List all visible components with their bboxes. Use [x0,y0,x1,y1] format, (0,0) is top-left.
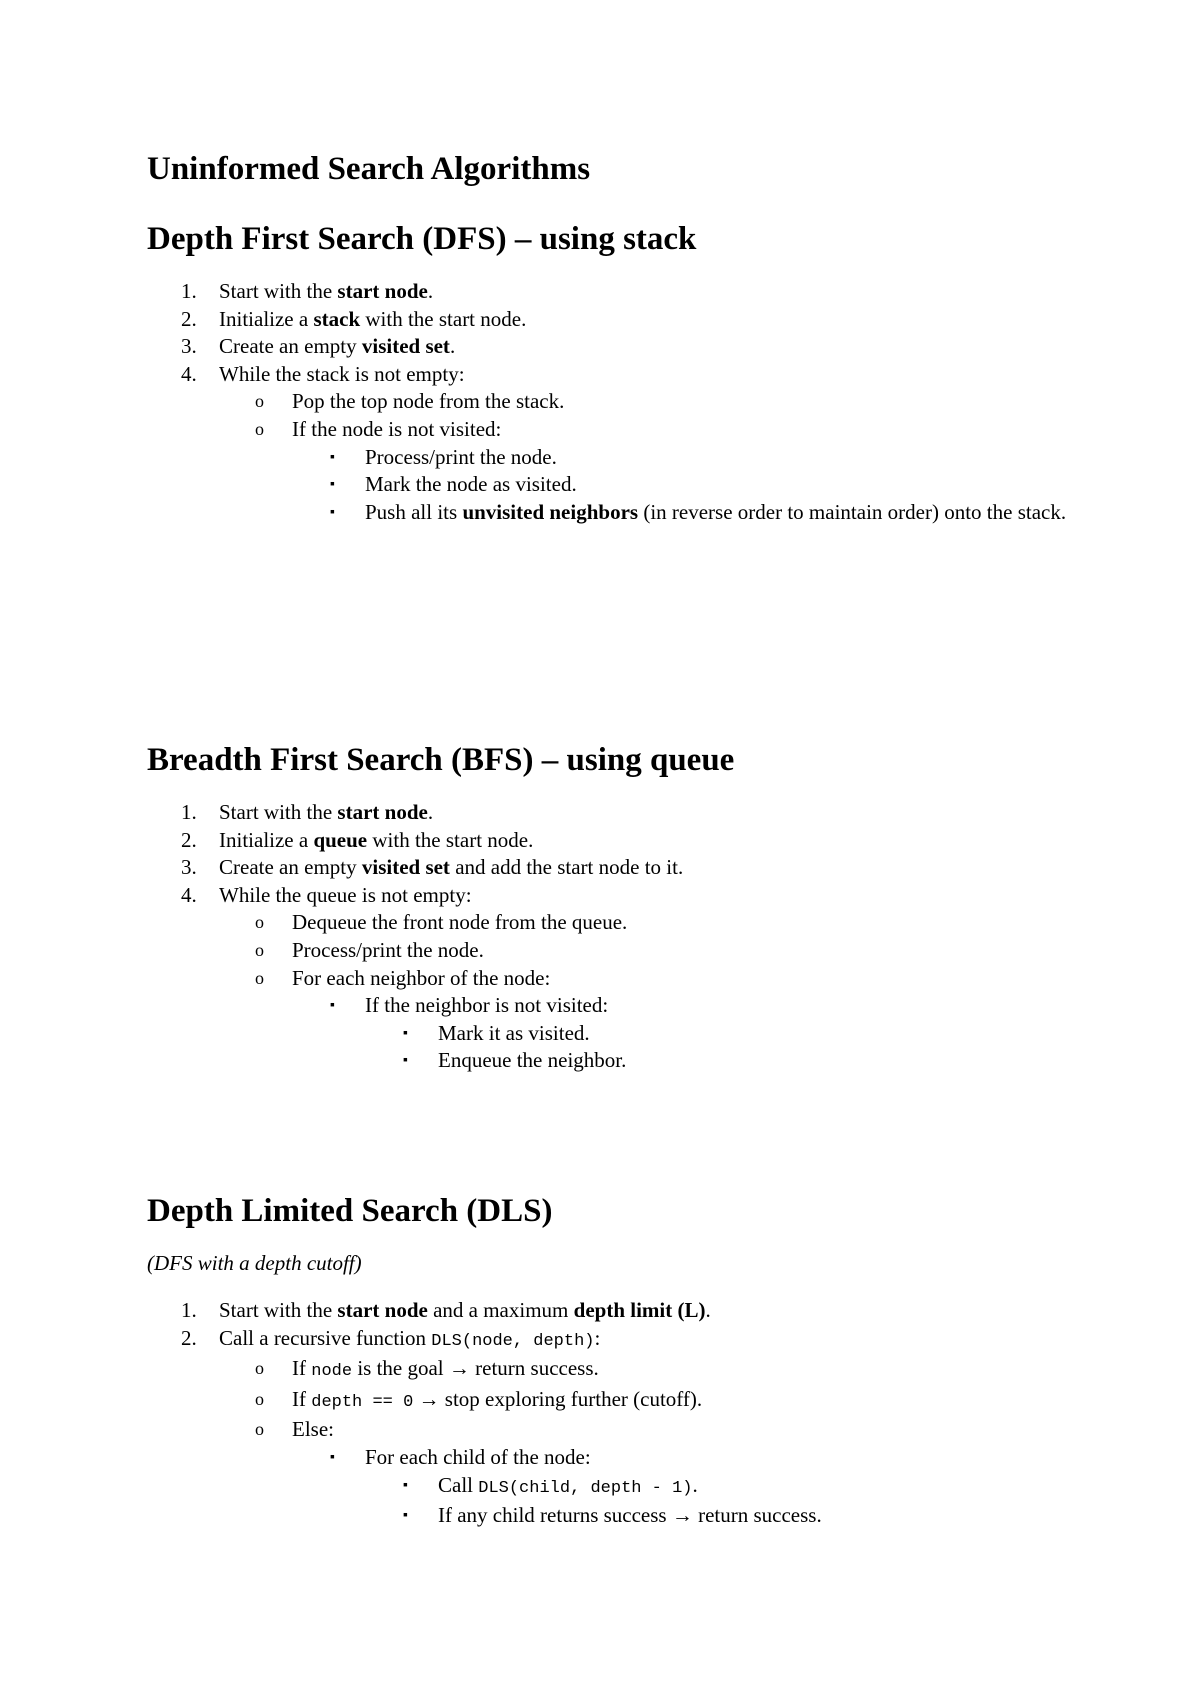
dls-step-2c-1a: ▪ Call DLS(child, depth - 1). [403,1472,698,1498]
square-bullet-icon: ▪ [330,998,335,1014]
square-bullet-icon: ▪ [330,1449,335,1465]
bfs-step-1: 1. Start with the start node. [147,799,1107,827]
dfs-step-4a: o Pop the top node from the stack. [147,388,1107,416]
dfs-step-4b-1: ▪ Process/print the node. [147,444,1107,472]
dfs-step-3: 3. Create an empty visited set. [147,333,1107,361]
square-bullet-icon: ▪ [403,1508,408,1524]
bfs-step-4a: o Dequeue the front node from the queue. [147,909,1107,937]
bfs-step-4c: o For each neighbor of the node: [147,965,1107,993]
document-title: Uninformed Search Algorithms [147,151,591,187]
bfs-heading: Breadth First Search (BFS) – using queue [147,742,735,778]
dfs-heading: Depth First Search (DFS) – using stack [147,221,697,257]
dfs-step-4: 4. While the stack is not empty: [147,361,1107,389]
bfs-step-4b: o Process/print the node. [147,937,1107,965]
dfs-step-1: 1. Start with the start node. [147,278,1107,306]
dls-step-2c-1: ▪ For each child of the node: [147,1444,1107,1472]
dls-step-2c-1b: ▪ If any child returns success → return success. [147,1502,1107,1530]
bfs-step-4c-1b: ▪ Enqueue the neighbor. [147,1047,1107,1075]
circle-bullet-icon: o [255,967,264,988]
bfs-step-2: 2. Initialize a queue with the start node. [147,827,1107,855]
list-number: 1. [181,1298,197,1322]
list-number: 1. [181,279,197,303]
square-bullet-icon: ▪ [330,449,335,465]
bfs-step-3: 3. Create an empty visited set and add the start node to it. [147,854,1107,882]
dls-step-2b: o If depth == 0 → stop exploring further (cutoff). [255,1386,703,1412]
circle-bullet-icon: o [255,1358,264,1379]
dfs-step-4b: o If the node is not visited: [147,416,1107,444]
circle-bullet-icon: o [255,391,264,412]
circle-bullet-icon: o [255,1388,264,1409]
dls-subtitle: (DFS with a depth cutoff) [147,1251,362,1275]
circle-bullet-icon: o [255,912,264,933]
square-bullet-icon: ▪ [403,1053,408,1069]
square-bullet-icon: ▪ [403,1025,408,1041]
dls-section [147,1191,1107,1530]
dls-heading: Depth Limited Search (DLS) [147,1193,553,1229]
bfs-step-4c-1a: ▪ Mark it as visited. [147,1020,1107,1048]
list-number: 1. [181,800,197,824]
square-bullet-icon: ▪ [403,1477,408,1493]
list-number: 4. [181,882,197,907]
list-number: 2. [181,306,197,331]
circle-bullet-icon: o [255,418,264,439]
dfs-step-2: 2. Initialize a stack with the start node. [147,306,1107,334]
list-number: 2. [181,1325,197,1350]
dfs-steps [147,278,1107,526]
bfs-section [147,740,1107,1075]
dls-step-2a: o If node is the goal → return success. [255,1356,599,1382]
bfs-steps [147,799,1107,1075]
dls-steps [147,1297,1107,1530]
dls-step-2: 2. Call a recursive function DLS(node, depth): [181,1325,601,1351]
list-number: 2. [181,827,197,852]
list-number: 3. [181,334,197,359]
bfs-step-4: 4. While the queue is not empty: [147,882,1107,910]
dfs-section [147,219,1107,526]
dfs-step-4b-2: ▪ Mark the node as visited. [147,471,1107,499]
circle-bullet-icon: o [255,1419,264,1440]
dls-step-1: 1. Start with the start node and a maximum depth limit (L). [147,1297,1107,1325]
square-bullet-icon: ▪ [330,504,335,520]
dfs-step-4b-3: ▪ Push all its unvisited neighbors (in reverse order to maintain order) onto the stack. [147,499,1145,527]
bfs-step-4c-1: ▪ If the neighbor is not visited: [147,992,1107,1020]
dls-step-2c: o Else: [147,1416,1107,1444]
circle-bullet-icon: o [255,939,264,960]
document-title-block [147,149,1107,189]
list-number: 4. [181,361,197,386]
list-number: 3. [181,855,197,880]
square-bullet-icon: ▪ [330,477,335,493]
